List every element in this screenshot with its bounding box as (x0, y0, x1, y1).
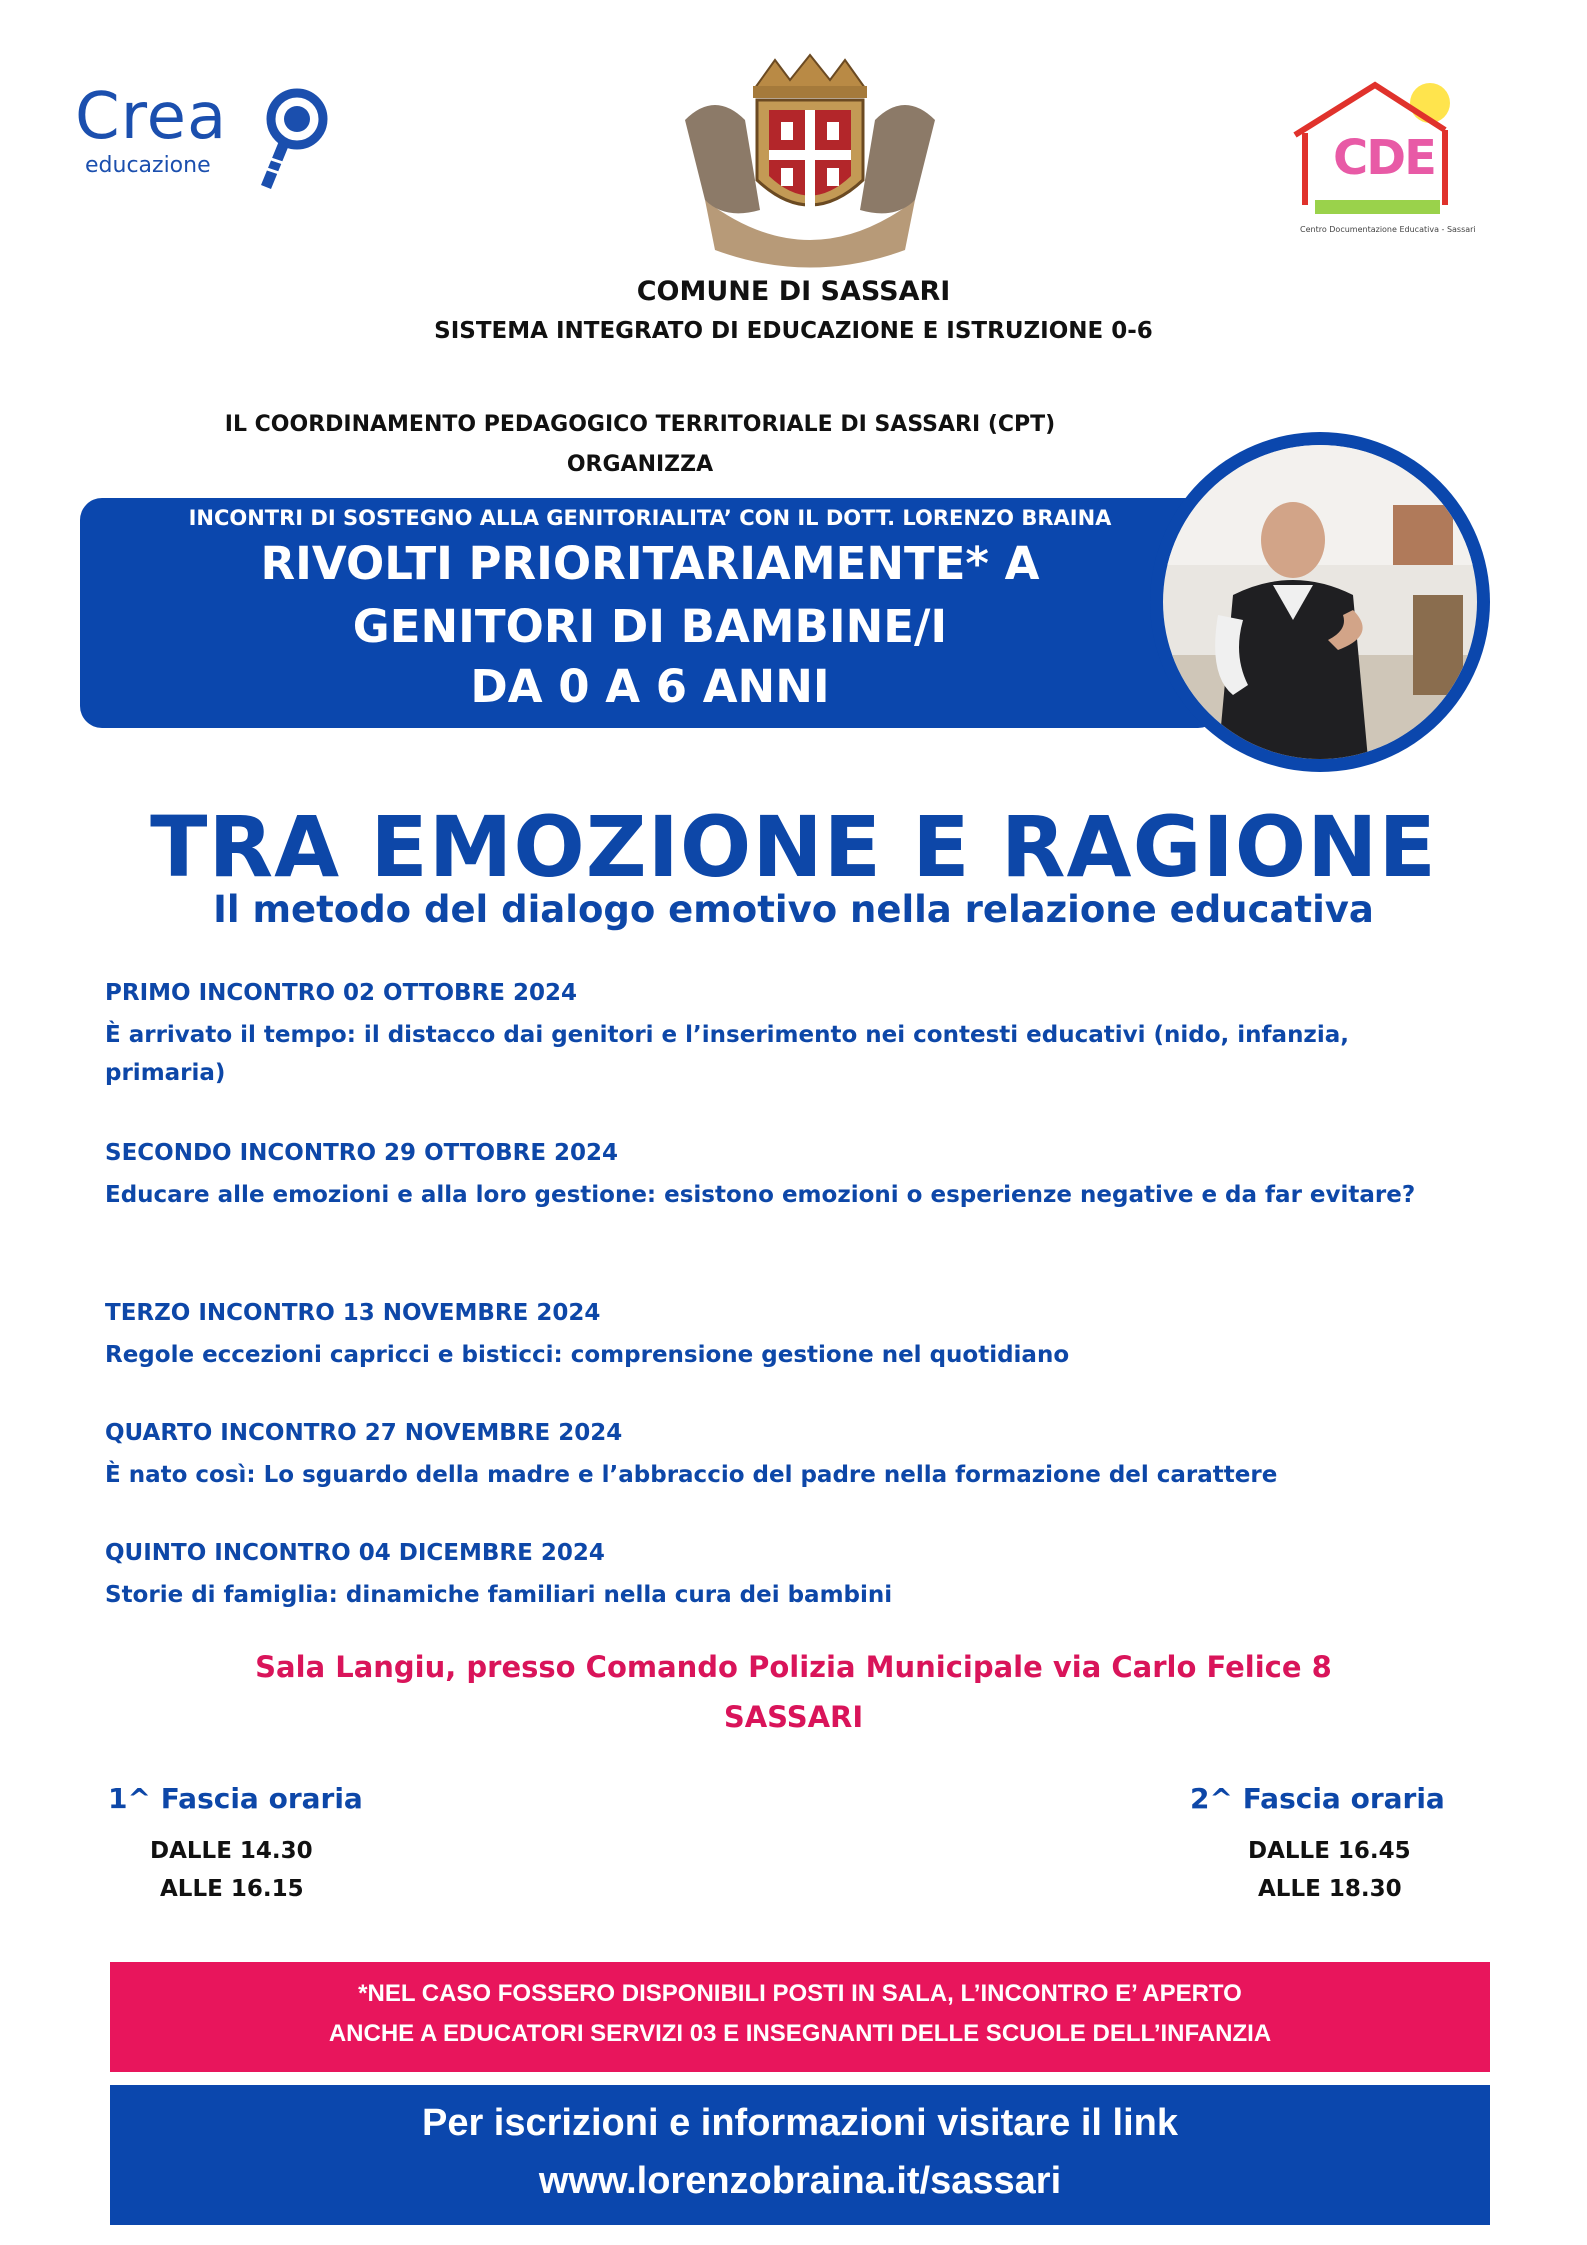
crea-logo-sub: educazione (85, 153, 211, 178)
crea-logo-word: Crea (75, 80, 228, 154)
meeting-3 (105, 1300, 1505, 1374)
meeting-5 (105, 1540, 1505, 1614)
cde-letters: CDE (1333, 130, 1435, 186)
second-slot-title: 2^ Fascia oraria (1190, 1782, 1445, 1815)
meeting-description: È arrivato il tempo: il distacco dai genitori e l’inserimento nei contesti educativi (nido, infanzia, primaria) (105, 1022, 1349, 1086)
meeting-description: È nato così: Lo sguardo della madre e l’abbraccio del padre nella formazione del carattere (105, 1462, 1278, 1488)
note-line-1: *NEL CASO FOSSERO DISPONIBILI POSTI IN SALA, L’INCONTRO E’ APERTO (358, 1980, 1242, 2007)
link-intro: Per iscrizioni e informazioni visitare il link (421, 2102, 1178, 2144)
banner-line-3: DA 0 A 6 ANNI (470, 660, 830, 713)
first-slot-title: 1^ Fascia oraria (108, 1782, 363, 1815)
sassari-coat-of-arms (665, 50, 955, 270)
meeting-title: PRIMO INCONTRO 02 OTTOBRE 2024 (105, 980, 578, 1006)
speaker-photo (1163, 445, 1477, 759)
banner-line-1: RIVOLTI PRIORITARIAMENTE* A (260, 537, 1040, 590)
cde-logo (1285, 75, 1476, 245)
meeting-title: TERZO INCONTRO 13 NOVEMBRE 2024 (105, 1300, 601, 1326)
meeting-description: Educare alle emozioni e alla loro gestione: esistono emozioni o esperienze negative e da far evitare? (105, 1182, 1416, 1208)
location-city: SASSARI (723, 1700, 864, 1734)
registration-link[interactable]: www.lorenzobraina.it/sassari (538, 2160, 1062, 2202)
meeting-description: Regole eccezioni capricci e bisticci: comprensione gestione nel quotidiano (105, 1342, 1070, 1368)
meeting-title: QUARTO INCONTRO 27 NOVEMBRE 2024 (105, 1420, 623, 1446)
meeting-4 (105, 1420, 1505, 1494)
main-subtitle: Il metodo del dialogo emotivo nella relazione educativa (213, 888, 1374, 931)
meeting-description: Storie di famiglia: dinamiche familiari nella cura dei bambini (105, 1582, 893, 1608)
banner-line-2: GENITORI DI BAMBINE/I (352, 600, 948, 653)
comune-title: COMUNE DI SASSARI (636, 276, 951, 307)
meeting-1 (105, 980, 1505, 1092)
location-venue: Sala Langiu, presso Comando Polizia Municipale via Carlo Felice 8 (255, 1650, 1332, 1684)
cpt-line: IL COORDINAMENTO PEDAGOGICO TERRITORIALE DI SASSARI (CPT) (224, 412, 1056, 437)
second-slot-to: ALLE 18.30 (1258, 1876, 1402, 1902)
sassari-coat-of-arms-icon (665, 50, 955, 270)
note-box (110, 1962, 1490, 2072)
crea-logo (75, 80, 335, 195)
second-slot-from: DALLE 16.45 (1248, 1838, 1411, 1864)
meeting-title: QUINTO INCONTRO 04 DICEMBRE 2024 (105, 1540, 605, 1566)
crea-magnifier-icon (253, 85, 333, 195)
sistema-subtitle: SISTEMA INTEGRATO DI EDUCAZIONE E ISTRUZIONE 0-6 (434, 318, 1153, 344)
note-line-2: ANCHE A EDUCATORI SERVIZI 03 E INSEGNANTI DELLE SCUOLE DELL’INFANZIA (328, 2020, 1272, 2047)
first-slot-to: ALLE 16.15 (160, 1876, 304, 1902)
meeting-2 (105, 1140, 1505, 1214)
first-slot-from: DALLE 14.30 (150, 1838, 313, 1864)
main-title: TRA EMOZIONE E RAGIONE (150, 798, 1437, 896)
banner-top-line: INCONTRI DI SOSTEGNO ALLA GENITORIALITA’ CON IL DOTT. LORENZO BRAINA (188, 506, 1112, 530)
cde-caption: Centro Documentazione Educativa - Sassari (1300, 225, 1476, 234)
organizza-line: ORGANIZZA (566, 452, 714, 477)
meeting-title: SECONDO INCONTRO 29 OTTOBRE 2024 (105, 1140, 619, 1166)
speaker-portrait-icon (1163, 445, 1477, 759)
